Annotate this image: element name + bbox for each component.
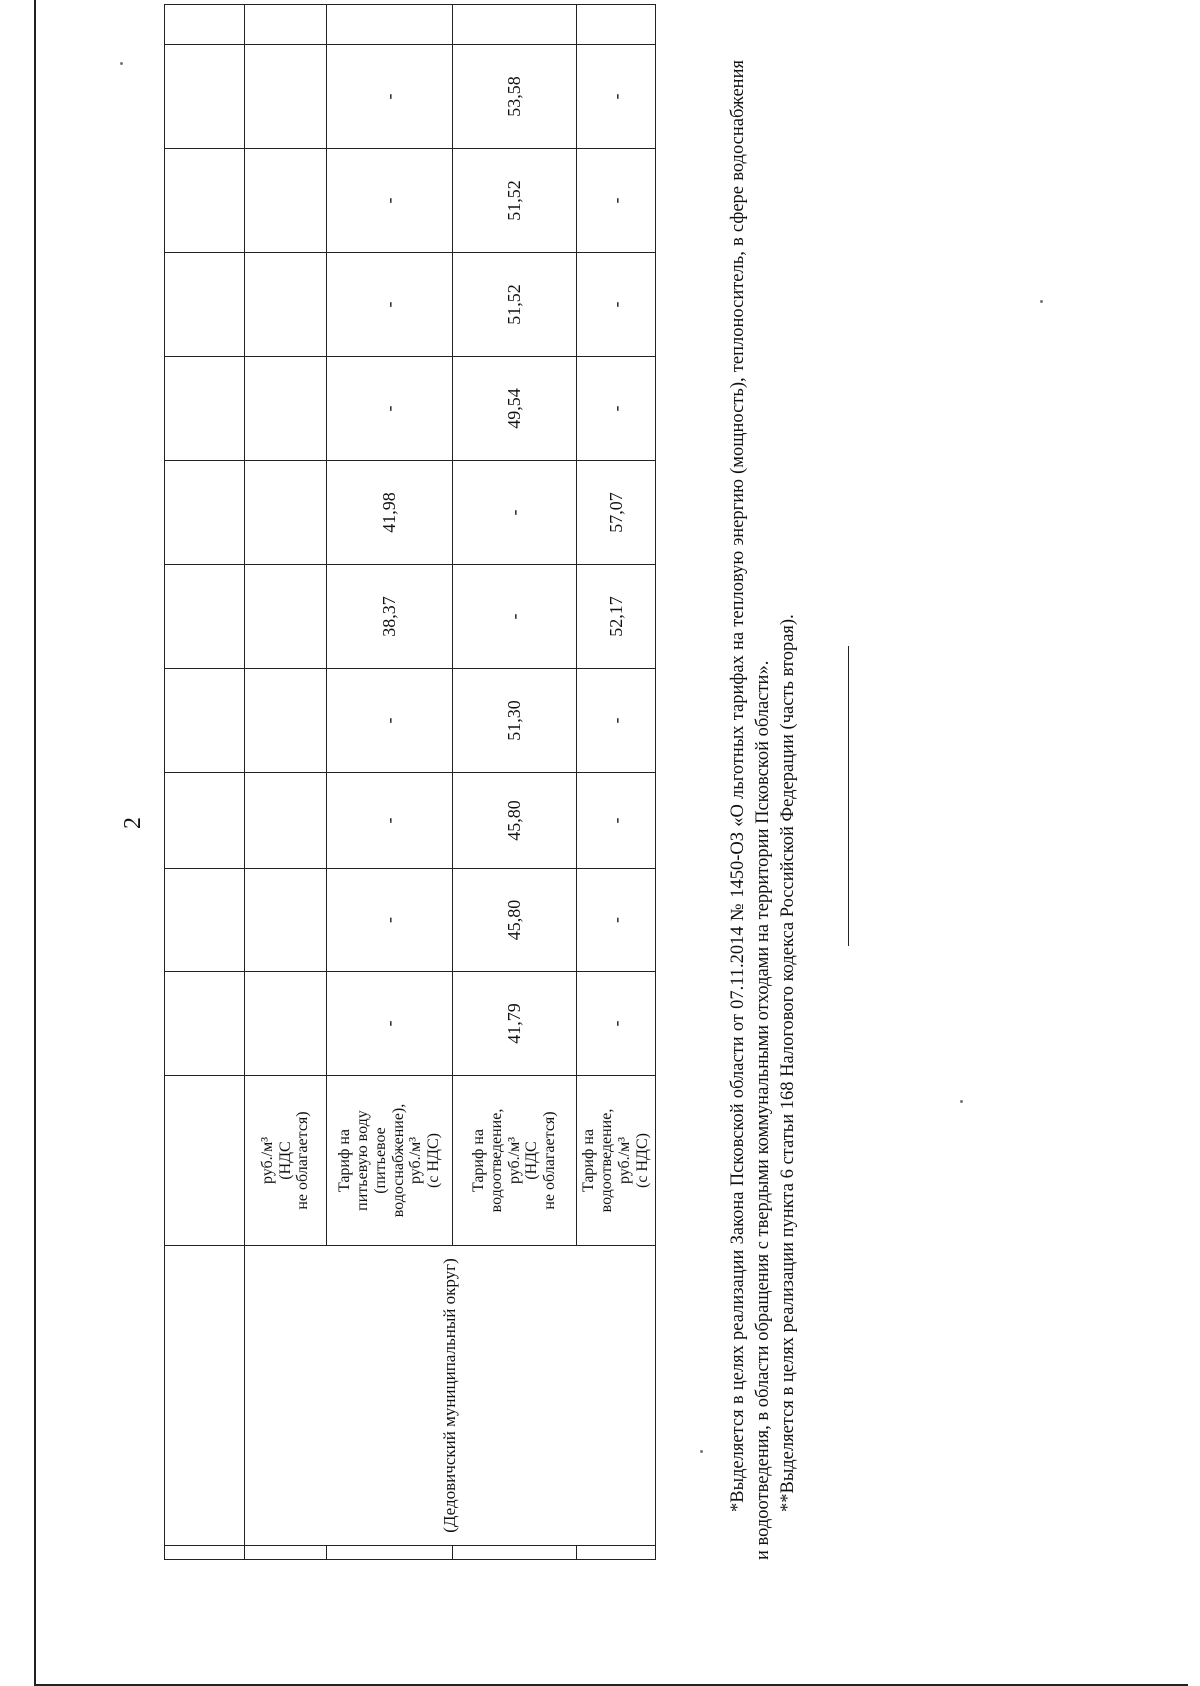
separator-line xyxy=(848,646,849,946)
table-row xyxy=(165,5,245,1560)
tariff-value-cell xyxy=(245,869,327,972)
tariff-value-cell: - xyxy=(577,149,656,253)
tariff-value-cell xyxy=(245,253,327,357)
tariff-name-line: Тариф на xyxy=(469,1128,487,1193)
tariff-value-cell: - xyxy=(577,357,656,461)
tariff-value-cell xyxy=(453,5,577,45)
tariff-name-line: водоотведение, xyxy=(597,1108,615,1213)
tariff-name-line: руб./м³ xyxy=(615,1136,633,1185)
tariff-value-cell: - xyxy=(327,869,453,972)
tariff-value-cell xyxy=(245,45,327,149)
tariff-value-cell: - xyxy=(577,773,656,869)
tariff-name-cell xyxy=(245,1076,327,1246)
tariff-value-cell: 53,58 xyxy=(453,45,577,149)
tariff-value-cell xyxy=(245,773,327,869)
tariff-value-cell xyxy=(165,869,245,972)
tariff-value-cell xyxy=(245,565,327,669)
footnote-2: **Выделяется в целях реализации пункта 6 статьи 168 Налогового кодекса Российской Федерации (часть вторая). xyxy=(778,614,799,1512)
tariff-name-line: водоотведение, xyxy=(487,1108,505,1213)
tariff-value-cell: - xyxy=(577,45,656,149)
scan-speck xyxy=(120,62,123,65)
table-row xyxy=(245,5,327,1560)
tariff-name-line: (НДС xyxy=(276,1141,294,1180)
tariff-name-line: руб./м³ xyxy=(407,1136,425,1185)
tariff-value-cell: - xyxy=(577,972,656,1076)
tariff-value-cell xyxy=(245,972,327,1076)
tariff-name-line: не облагается) xyxy=(541,1111,559,1210)
tariff-value-cell: 41,79 xyxy=(453,972,577,1076)
tariff-value-cell: 51,52 xyxy=(453,149,577,253)
tariff-value-cell: - xyxy=(327,45,453,149)
edge-cell xyxy=(245,1546,327,1560)
scan-speck xyxy=(960,1100,963,1103)
footnote-1: *Выделяется в целях реализации Закона Псковской области от 07.11.2014 № 1450-ОЗ «О льготных тарифах на тепловую энергию (мощность), теплоноситель, в сфере водоснабжения и водоотведения, в области обращения с твердыми коммунальными отходами на территории Псковской области». xyxy=(728,60,774,1560)
tariff-value-cell: - xyxy=(327,357,453,461)
edge-cell xyxy=(327,1546,453,1560)
tariff-value-cell: - xyxy=(577,869,656,972)
page-number: 2 xyxy=(120,817,146,829)
tariff-value-cell: - xyxy=(327,149,453,253)
tariff-value-cell xyxy=(245,461,327,565)
tariff-name-line: (НДС xyxy=(523,1141,541,1180)
footnotes xyxy=(726,60,801,1560)
tariff-name-line: руб./м³ xyxy=(505,1136,523,1185)
tariff-value-cell xyxy=(165,461,245,565)
tariff-name-cell xyxy=(577,1076,656,1246)
tariff-value-cell: 57,07 xyxy=(577,461,656,565)
tariff-name-line: (питьевое xyxy=(371,1127,389,1194)
tariff-value-cell: - xyxy=(327,773,453,869)
tariff-value-cell: - xyxy=(327,669,453,773)
tariff-value-cell xyxy=(165,669,245,773)
tariff-value-cell: 51,30 xyxy=(453,669,577,773)
tariff-value-cell: - xyxy=(453,565,577,669)
tariff-value-cell: - xyxy=(577,669,656,773)
scan-speck xyxy=(1040,300,1043,303)
tariff-name-line: (с НДС) xyxy=(425,1133,443,1188)
edge-cell xyxy=(453,1546,577,1560)
tariff-name-line: руб./м³ xyxy=(258,1136,276,1185)
tariff-name-cell xyxy=(165,1076,245,1246)
tariff-value-cell xyxy=(165,149,245,253)
tariff-value-cell xyxy=(165,357,245,461)
region-cell xyxy=(165,1246,245,1546)
tariff-value-cell xyxy=(245,357,327,461)
tariff-value-cell: - xyxy=(577,253,656,357)
tariff-table xyxy=(164,4,656,1560)
tariff-value-cell xyxy=(165,5,245,45)
edge-cell xyxy=(577,1546,656,1560)
tariff-value-cell xyxy=(165,45,245,149)
tariff-value-cell: 38,37 xyxy=(327,565,453,669)
tariff-name-line: не облагается) xyxy=(294,1111,312,1210)
tariff-value-cell xyxy=(245,669,327,773)
tariff-value-cell xyxy=(165,773,245,869)
tariff-name-cell xyxy=(327,1076,453,1246)
tariff-value-cell: 51,52 xyxy=(453,253,577,357)
tariff-value-cell xyxy=(327,5,453,45)
tariff-value-cell xyxy=(165,253,245,357)
region-cell: (Дедовичский муниципальный округ) xyxy=(245,1246,656,1546)
tariff-name-cell xyxy=(453,1076,577,1246)
tariff-value-cell xyxy=(165,972,245,1076)
tariff-value-cell: - xyxy=(327,972,453,1076)
tariff-value-cell: 49,54 xyxy=(453,357,577,461)
tariff-value-cell: 41,98 xyxy=(327,461,453,565)
tariff-value-cell xyxy=(577,5,656,45)
tariff-name-line: Тариф на xyxy=(335,1128,353,1193)
tariff-name-line: Тариф на xyxy=(580,1128,597,1193)
tariff-value-cell: 45,80 xyxy=(453,773,577,869)
edge-cell xyxy=(165,1546,245,1560)
scan-speck xyxy=(700,1450,703,1453)
tariff-value-cell xyxy=(245,5,327,45)
tariff-value-cell xyxy=(245,149,327,253)
tariff-name-line: водоснабжение), xyxy=(389,1103,407,1218)
tariff-value-cell: 52,17 xyxy=(577,565,656,669)
tariff-value-cell: - xyxy=(327,253,453,357)
tariff-name-line: (с НДС) xyxy=(633,1133,651,1188)
tariff-value-cell xyxy=(165,565,245,669)
tariff-value-cell: 45,80 xyxy=(453,869,577,972)
tariff-name-line: питьевую воду xyxy=(353,1110,371,1211)
tariff-value-cell: - xyxy=(453,461,577,565)
